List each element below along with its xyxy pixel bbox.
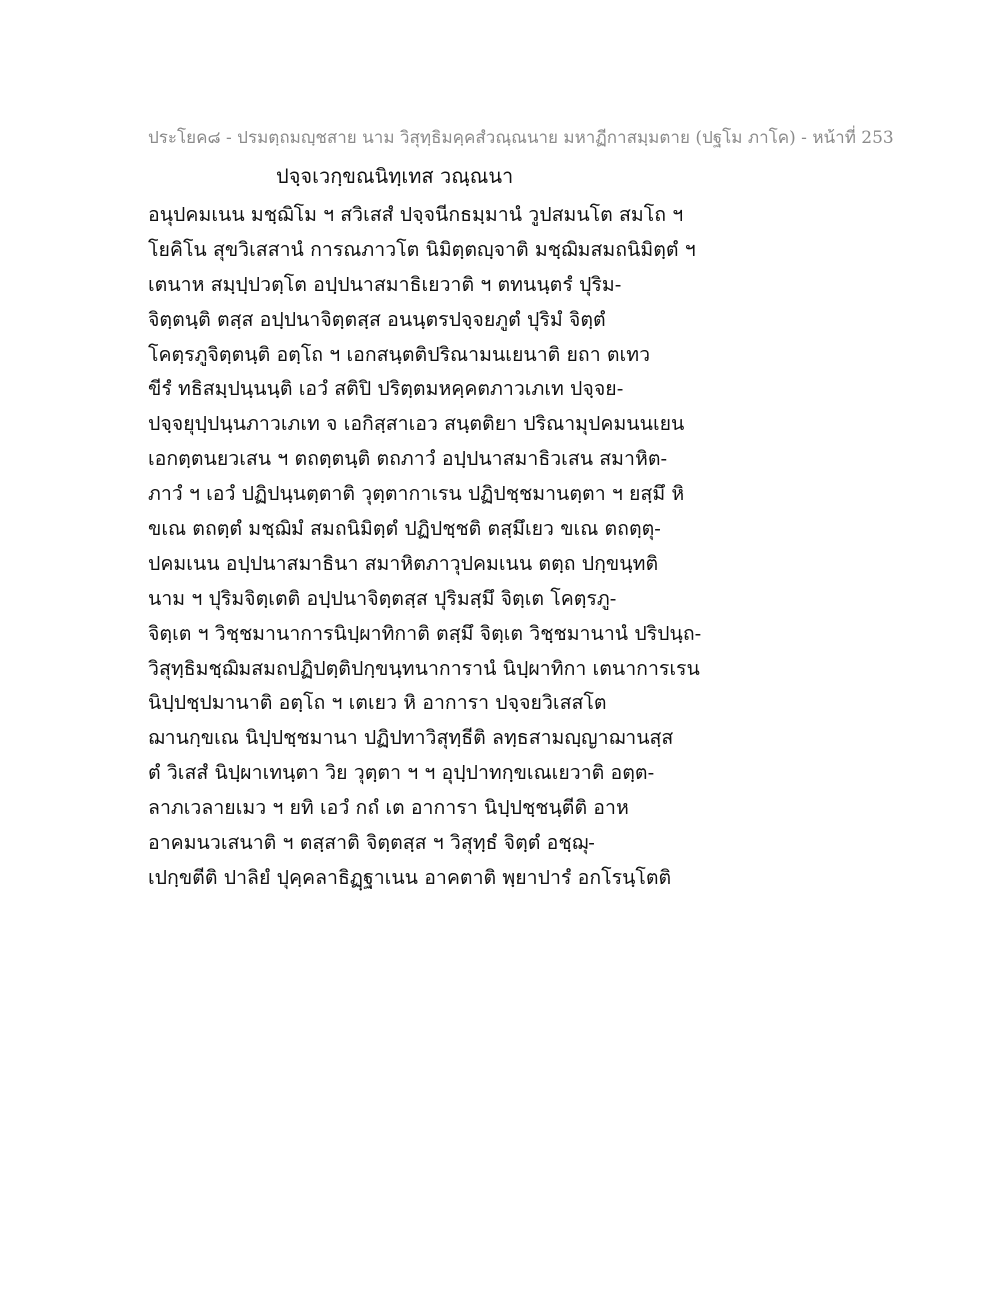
text-line: อนุปคมเนน มชฺฌิโม ฯ สวิเสสํ ปจฺจนีกธมฺมานํ วูปสมนโต สมโถ ฯ [148,203,684,226]
text-line: อาคมนวเสนาติ ฯ ตสฺสาติ จิตฺตสฺส ฯ วิสุทฺธํ จิตฺตํ อชฺฌุ- [148,831,595,855]
text-line: เตนาห สมฺปฺปวตฺโต อปฺปนาสมาธิเยวาติ ฯ ตทนนฺตรํ ปุริม- [148,272,622,296]
text-line: เอกตฺตนยวเสน ฯ ตถตฺตนฺติ ตถภาวํ อปฺปนาสมาธิวเสน สมาหิต- [148,447,668,471]
section-title: ปจฺจเวกฺขณนิทฺเทส วณฺณนา [276,164,514,188]
text-line: ภาวํ ฯ เอวํ ปฏิปนฺนตฺตาติ วุตฺตากาเรน ปฏิปชฺชมานตฺตา ฯ ยสฺมึ หิ [148,482,685,506]
text-line: ตํ วิเสสํ นิปฺผาเทนฺตา วิย วุตฺตา ฯ ฯ อุปฺปาทกฺขเณเยวาติ อตฺต- [148,761,655,785]
text-line: โยคิโน สุขวิเสสานํ การณภาวโต นิมิตฺตญฺจาติ มชฺฌิมสมถนิมิตฺตํ ฯ [148,237,696,261]
text-line: โคตฺรภูจิตฺตนฺติ อตฺโถ ฯ เอกสนฺตติปริณามนเยนาติ ยถา ตเทว [148,342,651,366]
text-line: ปจฺจยุปฺปนฺนภาวเภเท จ เอกิสฺสาเอว สนฺตติยา ปริณามุปคมนนเยน [148,412,685,436]
text-line: ขเณ ตถตฺตํ มชฺฌิมํ สมถนิมิตฺตํ ปฏิปชฺชติ ตสฺมึเยว ขเณ ตถตฺตุ- [148,517,661,541]
text-line: ขีรํ ทธิสมฺปนฺนนฺติ เอวํ สติปิ ปริตฺตมหคฺคตภาวเภเท ปจฺจย- [148,377,624,401]
text-line: จิตฺเต ฯ วิชฺชมานาการนิปฺผาทิกาติ ตสฺมึ จิตฺเต วิชฺชมานานํ ปริปนฺถ- [148,621,702,645]
text-line: วิสุทฺธิมชฺฌิมสมถปฏิปตฺติปกฺขนฺทนาการานํ นิปฺผาทิกา เตนาการเรน [148,656,700,680]
text-line: ลาภเวลายเมว ฯ ยทิ เอวํ กถํ เต อาการา นิปฺปชฺชนฺตีติ อาห [148,796,629,820]
body-text [148,198,868,896]
text-line: ฌานกฺขเณ นิปฺปชฺชมานา ปฏิปทาวิสุทฺธีติ ลทฺธสามญฺญาฌานสฺส [148,726,674,750]
running-header: ประโยค๘ - ปรมตฺถมญฺชสาย นาม วิสุทฺธิมคฺคสํวณฺณนาย มหาฏีกาสมฺมตาย (ปฐโม ภาโค) - หน้าที่ 253 [148,128,894,148]
text-line: นิปฺปชฺปมานาติ อตฺโถ ฯ เตเยว หิ อาการา ปจฺจยวิเสสโต [148,691,607,715]
text-line: ปคมเนน อปฺปนาสมาธินา สมาหิตภาวุปคมเนน ตตฺถ ปกฺขนฺทติ [148,551,659,575]
text-line: นาม ฯ ปุริมจิตฺเตติ อปฺปนาจิตฺตสฺส ปุริมสฺมึ จิตฺเต โคตฺรภู- [148,586,617,610]
text-line: เปกฺขตีติ ปาลิยํ ปุคฺคลาธิฏฺฐาเนน อาคตาติ พฺยาปารํ อกโรนฺโตติ [148,865,672,889]
text-line: จิตฺตนฺติ ตสฺส อปฺปนาจิตฺตสฺส อนนฺตรปจฺจยภูตํ ปุริมํ จิตฺตํ [148,307,606,331]
